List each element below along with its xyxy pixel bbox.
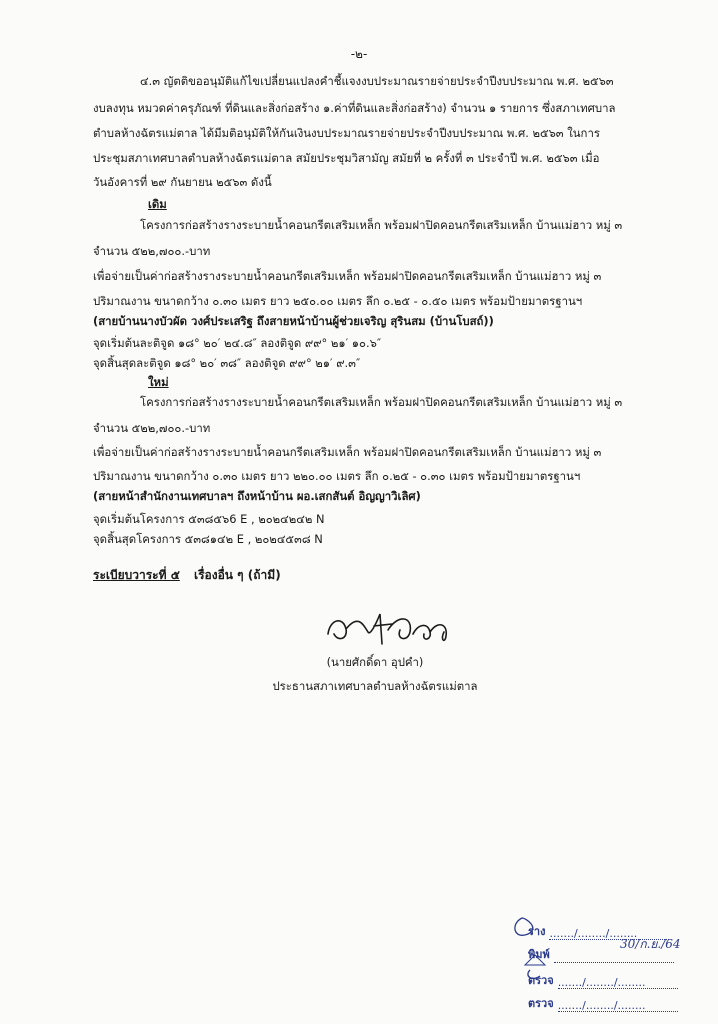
signer-name: (นายศักดิ์ดา อุปคำ) bbox=[326, 655, 424, 669]
item-line-3: ตำบลห้างฉัตรแม่ตาล ได้มีมติอนุมัติให้กันเงินงบประมาณรายจ่ายประจำปีงบประมาณ พ.ศ. ๒๕๖๓ ในการ bbox=[93, 126, 600, 140]
new-size: ปริมาณงาน ขนาดกว้าง ๐.๓๐ เมตร ยาว ๒๒๐.๐๐ เมตร ลึก ๐.๒๕ - ๐.๓๐ เมตร พร้อมป้ายมาตรฐานฯ bbox=[93, 469, 581, 483]
old-route: (สายบ้านนางบัวผัด วงศ์ประเสริฐ ถึงสายหน้าบ้านผู้ช่วยเจริญ สุรินสม (บ้านโบสถ์)) bbox=[93, 314, 494, 328]
old-project: โครงการก่อสร้างรางระบายน้ำคอนกรีตเสริมเหล็ก พร้อมฝาปิดคอนกรีตเสริมเหล็ก บ้านแม่ฮาว หมู่ ๓ bbox=[140, 218, 623, 232]
agenda-text: เรื่องอื่น ๆ (ถ้ามี) bbox=[193, 568, 281, 582]
stamp-field-check-1: ......./......../........ bbox=[558, 976, 678, 989]
item-line-5: วันอังคารที่ ๒๙ กันยายน ๒๕๖๓ ดังนี้ bbox=[93, 175, 272, 189]
new-amount: จำนวน ๕๒๒,๗๐๐.-บาท bbox=[93, 421, 211, 435]
old-amount: จำนวน ๕๒๒,๗๐๐.-บาท bbox=[93, 244, 211, 258]
signer-title: ประธานสภาเทศบาลตำบลห้างฉัตรแม่ตาล bbox=[272, 679, 478, 693]
new-start: จุดเริ่มต้นโครงการ ๕๓๘๕๖6 E , ๒๐๒๔๒๔๒ N bbox=[93, 512, 325, 526]
new-end: จุดสิ้นสุดโครงการ ๕๓๘๑๔๒ E , ๒๐๒๔๕๓๘ N bbox=[93, 532, 323, 546]
item-line-4: ประชุมสภาเทศบาลตำบลห้างฉัตรแม่ตาล สมัยประชุมวิสามัญ สมัยที่ ๒ ครั้งที่ ๓ ประจำปี พ.ศ. ๒๕๖๓ เมื่อ bbox=[93, 151, 600, 165]
item-line-2: งบลงทุน หมวดค่าครุภัณฑ์ ที่ดินและสิ่งก่อสร้าง ๑.ค่าที่ดินและสิ่งก่อสร้าง) จำนวน ๑ รายการ ซึ่งสภาเทศบาล bbox=[93, 101, 616, 115]
new-heading: ใหม่ bbox=[148, 375, 169, 389]
stamp-row-print: พิมพ์ bbox=[528, 945, 674, 963]
stamp-row-check-1: ตรวจ ......./......../........ bbox=[528, 971, 678, 989]
agenda-5 bbox=[93, 566, 281, 585]
new-route: (สายหน้าสำนักงานเทศบาลฯ ถึงหน้าบ้าน ผอ.เสกสันต์ อิญญาวิเลิศ) bbox=[93, 489, 421, 503]
handwritten-signature bbox=[318, 594, 468, 654]
stamp-field-check-2: ......./......../........ bbox=[558, 999, 678, 1012]
item-line-1: ๔.๓ ญัตติขออนุมัติแก้ไขเปลี่ยนแปลงคำชี้แจงงบประมาณรายจ่ายประจำปีงบประมาณ พ.ศ. ๒๕๖๓ bbox=[140, 74, 614, 88]
old-purpose: เพื่อจ่ายเป็นค่าก่อสร้างรางระบายน้ำคอนกรีตเสริมเหล็ก พร้อมฝาปิดคอนกรีตเสริมเหล็ก บ้านแม่ฮาว หมู่ ๓ bbox=[93, 269, 602, 283]
old-size: ปริมาณงาน ขนาดกว้าง ๐.๓๐ เมตร ยาว ๒๕๐.๐๐ เมตร ลึก ๐.๒๕ - ๐.๕๐ เมตร พร้อมป้ายมาตรฐานฯ bbox=[93, 294, 583, 308]
old-start: จุดเริ่มต้นละติจูด ๑๘° ๒๐′ ๒๔.๘″ ลองติจูด ๙๙° ๒๑′ ๑๐.๖″ bbox=[93, 336, 382, 350]
agenda-label: ระเบียบวาระที่ ๕ bbox=[93, 568, 180, 582]
old-end: จุดสิ้นสุดละติจูด ๑๘° ๒๐′ ๓๘″ ลองติจูด ๙๙° ๒๑′ ๙.๓″ bbox=[93, 356, 361, 370]
page-number: -๒- bbox=[350, 47, 368, 61]
new-project: โครงการก่อสร้างรางระบายน้ำคอนกรีตเสริมเหล็ก พร้อมฝาปิดคอนกรีตเสริมเหล็ก บ้านแม่ฮาว หมู่ ๓ bbox=[140, 395, 623, 409]
new-purpose: เพื่อจ่ายเป็นค่าก่อสร้างรางระบายน้ำคอนกรีตเสริมเหล็ก พร้อมฝาปิดคอนกรีตเสริมเหล็ก บ้านแม่ฮาว หมู่ ๓ bbox=[93, 445, 602, 459]
stamp-field-draft: ......./......../........ bbox=[549, 927, 669, 940]
stamp-handwritten-date: 30/ก.ย./64 bbox=[620, 937, 681, 951]
stamp-row-draft: ร่าง ......./......../........ bbox=[528, 922, 669, 940]
stamp-row-check-2: ตรวจ ......./......../........ bbox=[528, 994, 678, 1012]
old-heading: เดิม bbox=[148, 197, 167, 211]
